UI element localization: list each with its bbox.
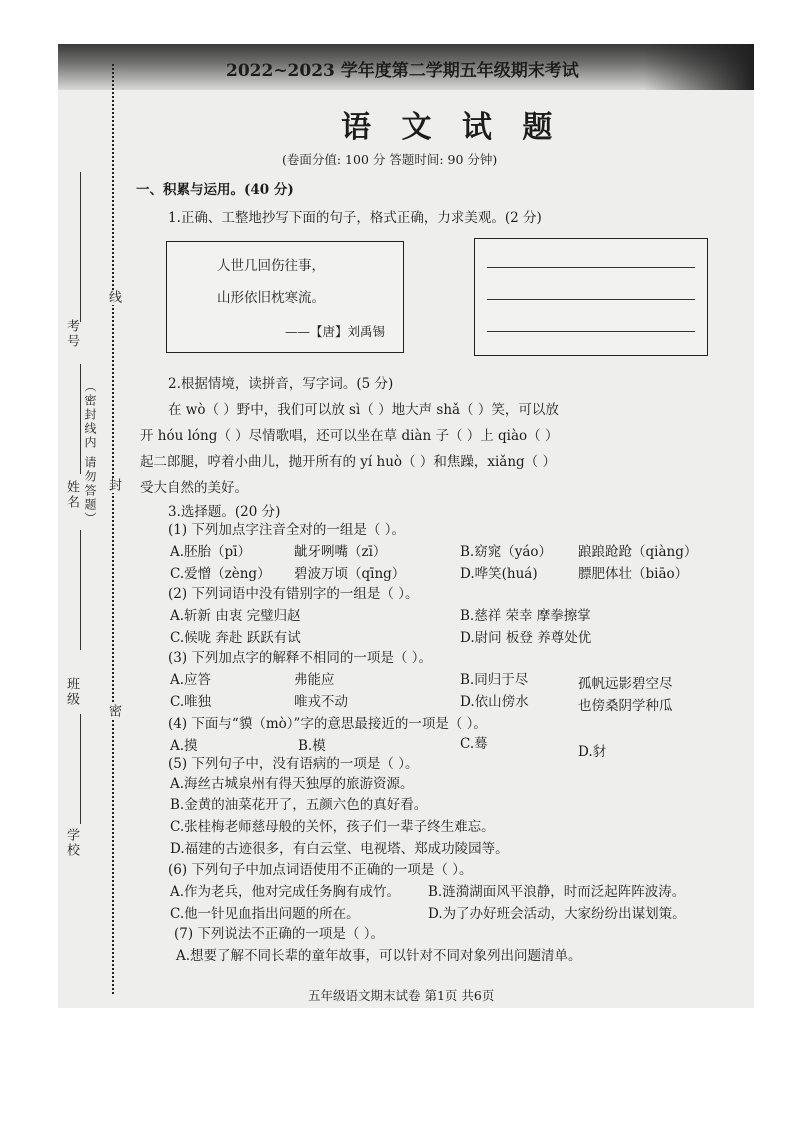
- name-label: 姓名: [64, 480, 79, 510]
- kaohao-label: 考号: [64, 319, 79, 349]
- q3-s5: (5) 下列句子中，没有语病的一项是（ ）。: [168, 756, 419, 772]
- q3-s4-b: B.模: [298, 738, 326, 754]
- page-footer: 五年级语文期末试卷 第1页 共6页: [308, 988, 495, 1003]
- q3-s3-b2: 孤帆远影碧空尽: [578, 676, 673, 692]
- q3-s3-b: B.同归于尽: [460, 672, 529, 688]
- q3-s1-c2: 碧波万顷（qīng）: [294, 566, 406, 582]
- q3-s3-c2: 唯戎不动: [294, 694, 348, 710]
- q3-s7: (7) 下列说法不正确的一项是（ ）。: [174, 926, 384, 942]
- q3-s3-a2: 弗能应: [294, 672, 335, 688]
- copy-answer-box[interactable]: [474, 238, 708, 356]
- q3-s5-d: D.福建的古迹很多，有白云堂、电视塔、郑成功陵园等。: [170, 841, 509, 857]
- q3-s6-a: A.作为老兵，他对完成任务胸有成竹。: [170, 884, 401, 900]
- q3-s2-a: A.斩新 由衷 完璧归赵: [170, 608, 301, 624]
- section1-heading: 一、积累与运用。(40 分): [136, 182, 294, 198]
- poem-line-2: 山形依旧枕寒流。: [217, 290, 325, 306]
- q3-s1-b2: 踉踉跄跄（qiàng）: [578, 544, 698, 560]
- poem-author: ——【唐】刘禹锡: [285, 324, 386, 339]
- q2-line-2: 开 hóu lóng（ ）尽情歌唱，还可以坐在草 diàn 子（ ）上 qiào（ ）: [140, 428, 559, 444]
- q3-s1-c: C.爱憎（zèng）: [170, 566, 271, 582]
- q3-s1-d2: 膘肥体壮（biāo）: [578, 566, 689, 582]
- page-title: 语 文 试 题: [341, 110, 563, 145]
- q3-s5-b: B.金黄的油菜花开了，五颜六色的真好看。: [170, 797, 428, 813]
- q3-s4-d: D.豺: [578, 744, 607, 760]
- q3-prompt: 3.选择题。(20 分): [168, 504, 281, 520]
- q3-s2: (2) 下列词语中没有错别字的一组是（ ）。: [168, 586, 419, 602]
- q3-s1-d: D.哗笑(huá): [460, 566, 538, 582]
- binding-notice: （密封线内 请勿答题）: [83, 380, 97, 526]
- exam-paper: [58, 44, 754, 1008]
- q3-s1-a: A.胚胎（pī）: [170, 544, 251, 560]
- xian-label: 线: [106, 290, 121, 305]
- q3-s2-d: D.尉问 板登 养尊处优: [460, 630, 592, 646]
- q2-line-4: 受大自然的美好。: [140, 480, 248, 496]
- q3-s3-d2: 也傍桑阴学种瓜: [578, 698, 673, 714]
- subtitle: (卷面分值: 100 分 答题时间: 90 分钟): [282, 152, 498, 167]
- q3-s3-d: D.依山傍水: [460, 694, 529, 710]
- q2-line-1: 在 wò（ ）野中，我们可以放 sì（ ）地大声 shǎ（ ）笑，可以放: [168, 402, 559, 418]
- q3-s5-c: C.张桂梅老师慈母般的关怀，孩子们一辈子终生难忘。: [170, 819, 495, 835]
- q1-prompt: 1.正确、工整地抄写下面的句子，格式正确，力求美观。(2 分): [168, 210, 542, 226]
- q3-s2-b: B.慈祥 荣幸 摩拳擦掌: [460, 608, 591, 624]
- q3-s6: (6) 下列句子中加点词语使用不正确的一项是（ ）。: [168, 862, 473, 878]
- class-blank-line: [80, 530, 81, 650]
- name-blank-line: [80, 364, 81, 474]
- q3-s3-a: A.应答: [170, 672, 212, 688]
- q3-s3: (3) 下列加点字的解释不相同的一项是（ ）。: [168, 650, 432, 666]
- q2-prompt: 2.根据情境，读拼音，写字词。(5 分): [168, 376, 394, 392]
- q3-s2-c: C.候咙 奔赴 跃跃有试: [170, 630, 301, 646]
- exam-line: 2022~2023 学年度第二学期五年级期末考试: [226, 61, 579, 81]
- binding-dotted-line: [112, 64, 114, 994]
- q3-s4-c: C.蓦: [460, 736, 488, 752]
- answer-line-3: [487, 331, 695, 332]
- q3-s7-a: A.想要了解不同长辈的童年故事，可以针对不同对象列出问题清单。: [176, 948, 582, 964]
- q3-s1-a2: 龇牙咧嘴（zī）: [294, 544, 387, 560]
- answer-line-1: [487, 267, 695, 268]
- q3-s6-d: D.为了办好班会活动，大家纷纷出谋划策。: [428, 906, 686, 922]
- kaohao-blank-line: [80, 172, 81, 322]
- q3-s4-a: A.摸: [170, 738, 198, 754]
- q3-s6-b: B.涟漪湖面风平浪静，时而泛起阵阵波涛。: [428, 884, 686, 900]
- q3-s6-c: C.他一针见血指出问题的所在。: [170, 906, 360, 922]
- poem-line-1: 人世几回伤往事，: [217, 258, 325, 274]
- q3-s5-a: A.海丝古城泉州有得天独厚的旅游资源。: [170, 776, 414, 792]
- mi-label: 密: [106, 704, 121, 719]
- school-blank-line: [80, 714, 81, 824]
- school-label: 学校: [64, 828, 79, 858]
- q3-s1-b: B.窈窕（yáo）: [460, 544, 553, 560]
- q3-s1: (1) 下列加点字注音全对的一组是（ ）。: [168, 522, 405, 538]
- feng-label: 封: [106, 478, 121, 493]
- q2-line-3: 起二郎腿，哼着小曲儿，抛开所有的 yí huò（ ）和焦躁，xiǎng（ ）: [140, 454, 556, 470]
- q3-s4: (4) 下面与“貘（mò）”字的意思最接近的一项是（ ）。: [168, 716, 487, 732]
- answer-line-2: [487, 299, 695, 300]
- poem-box: [166, 241, 404, 353]
- q3-s3-c: C.唯独: [170, 694, 212, 710]
- class-label: 班级: [64, 677, 79, 707]
